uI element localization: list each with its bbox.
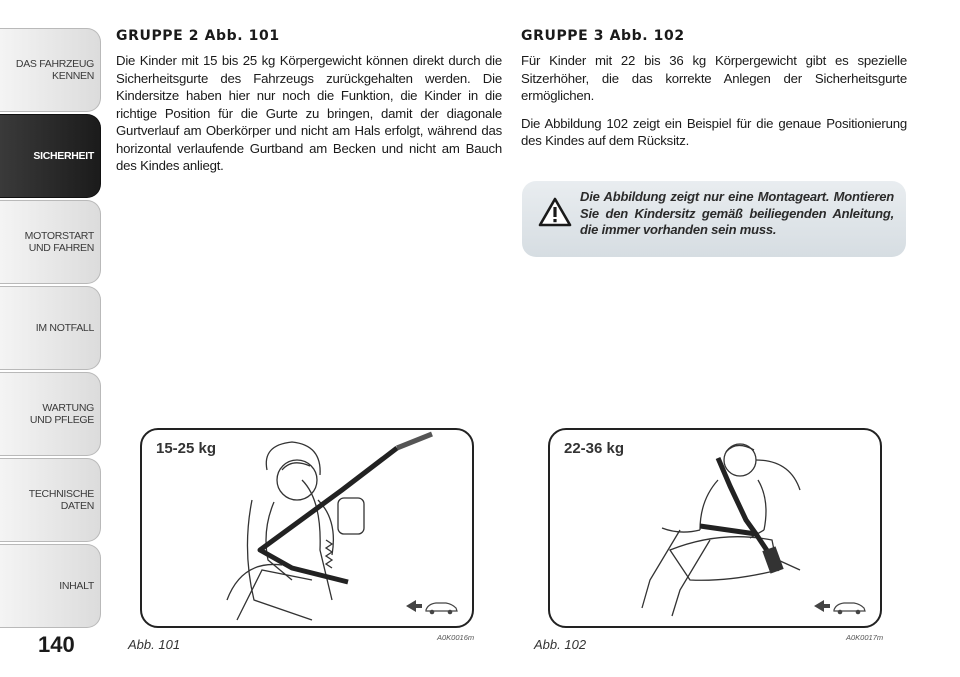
figure-102 (548, 428, 882, 628)
weight-label: 22-36 kg (564, 440, 625, 457)
section-heading-gruppe-2: GRUPPE 2 Abb. 101 (116, 28, 280, 44)
left-column (116, 28, 502, 185)
page-number: 140 (38, 632, 75, 657)
paragraph-gruppe-2: Die Kinder mit 15 bis 25 kg Körpergewicht können direkt durch die Sicherheitsgurte des Fahrzeugs zurückgehalten werden. Die Kindersitze haben hier nur noch die Funktion, die Kinder in die richtige Position für die Gurte zu bringen, damit der diagonale Gurtverlauf am Oberkörper und nicht am Hals erfolgt, während das horizontal verlaufende Gurtband am Becken und nicht am Bauch des Kindes anliegt. (116, 53, 502, 173)
figure-caption-101: Abb. 101 (128, 637, 181, 652)
warning-triangle-icon (538, 197, 572, 227)
tab-inhalt[interactable]: INHALT (0, 544, 101, 628)
tab-technische-daten[interactable]: TECHNISCHE DATEN (0, 458, 101, 542)
warning-box (522, 181, 906, 257)
right-column (521, 28, 907, 160)
weight-label: 15-25 kg (156, 440, 217, 457)
paragraph-gruppe-3-example: Die Abbildung 102 zeigt ein Beispiel für die genaue Positionierung des Kindes auf dem Rücksitz. (521, 115, 907, 148)
figure-code-102: A0K0017m (846, 633, 884, 642)
section-heading-gruppe-3: GRUPPE 3 Abb. 102 (521, 28, 685, 44)
tab-motorstart-und-fahren[interactable]: MOTORSTART UND FAHREN (0, 200, 101, 284)
tab-wartung-und-pflege[interactable]: WARTUNG UND PFLEGE (0, 372, 101, 456)
figure-101 (140, 428, 474, 628)
tab-das-fahrzeug-kennen[interactable]: DAS FAHRZEUG KENNEN (0, 28, 101, 112)
tab-sicherheit[interactable]: SICHERHEIT (0, 114, 101, 198)
figure-code-101: A0K0016m (437, 633, 475, 642)
figure-caption-102: Abb. 102 (534, 637, 587, 652)
car-direction-icon (404, 596, 460, 616)
tab-im-notfall[interactable]: IM NOTFALL (0, 286, 101, 370)
car-direction-icon (812, 596, 868, 616)
paragraph-gruppe-3-intro: Für Kinder mit 22 bis 36 kg Körpergewicht gibt es spezielle Sitzerhöher, die das korrekte Anlegen der Sicherheitsgurte ermöglichen. (521, 53, 907, 103)
warning-text: Die Abbildung zeigt nur eine Montageart. Montieren Sie den Kindersitz gemäß beiliegenden Anleitung, die immer vorhanden sein muss. (580, 189, 894, 237)
